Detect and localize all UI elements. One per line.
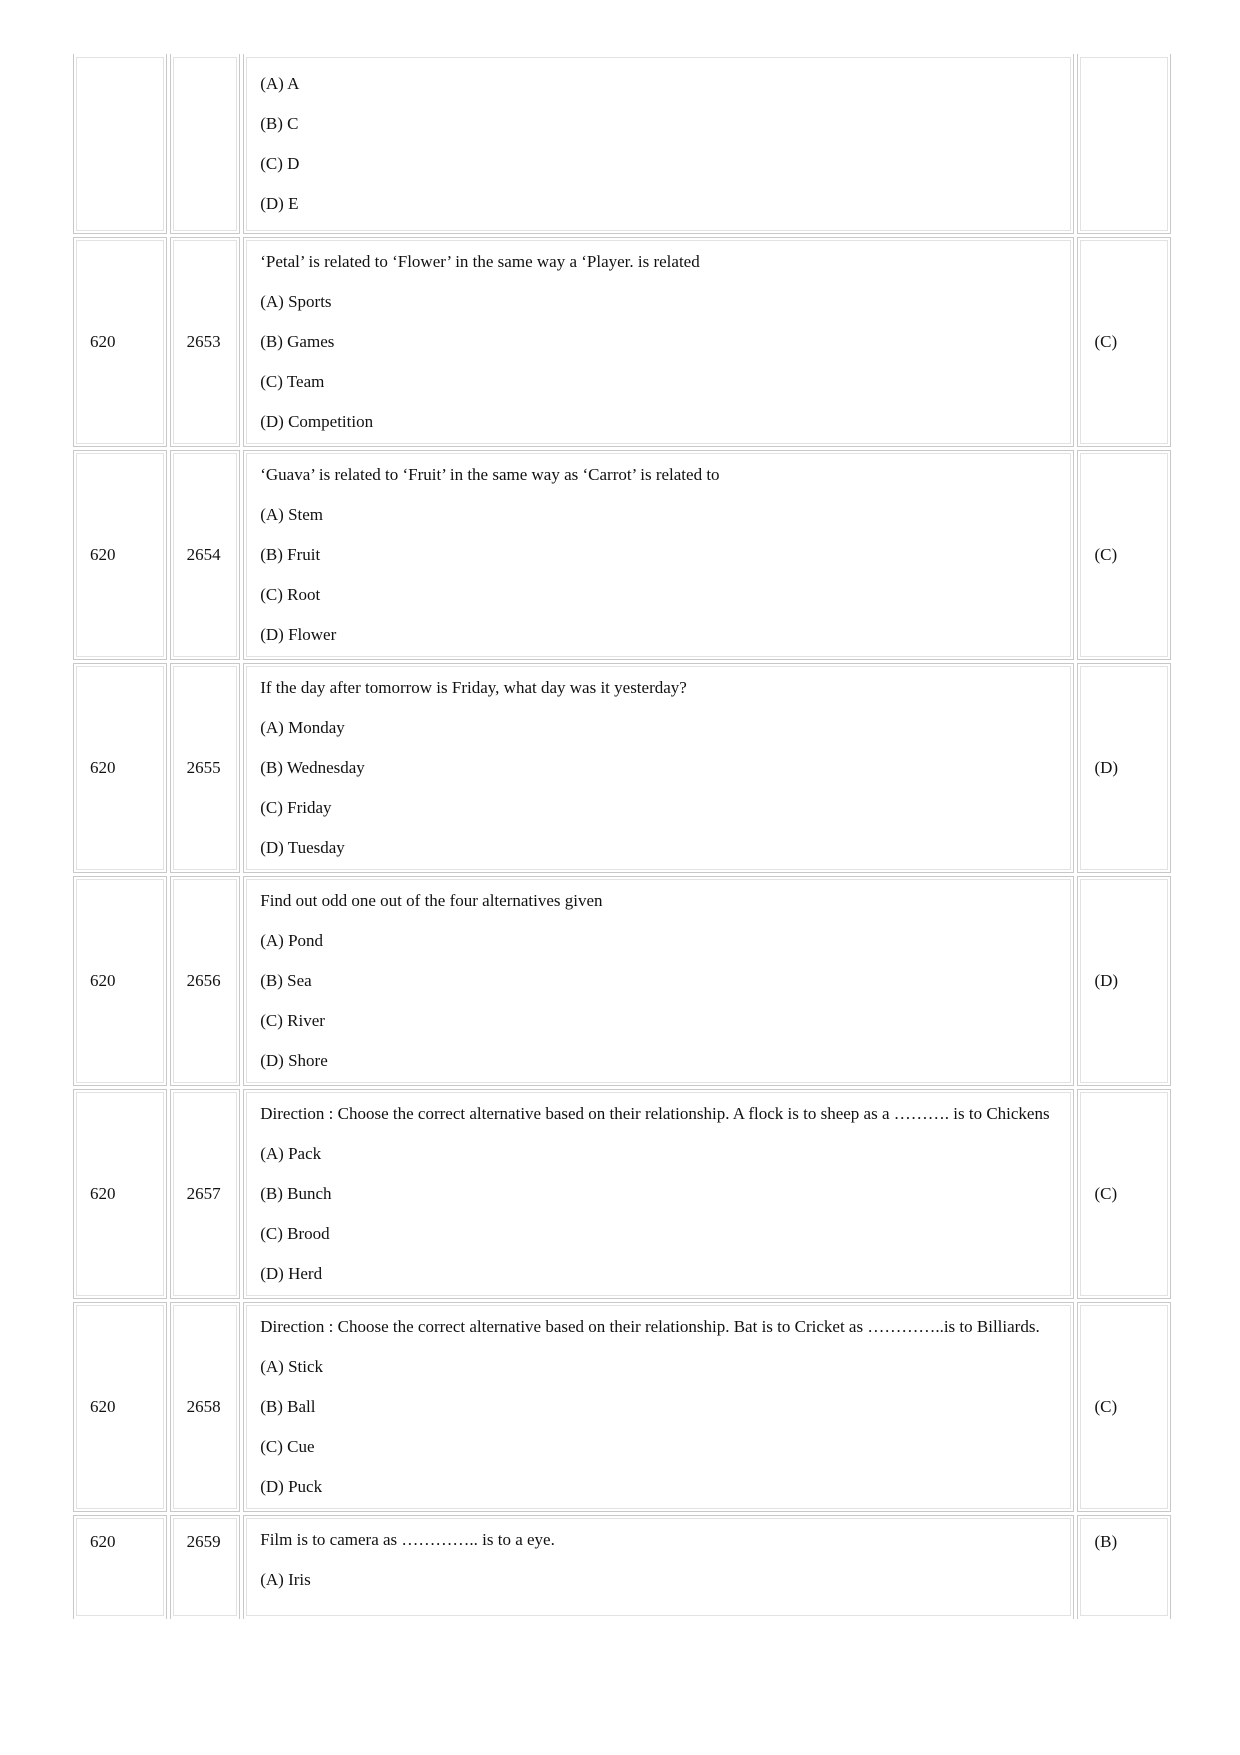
option-b: (B) Fruit (260, 545, 321, 564)
code-value: 620 (90, 1397, 116, 1416)
question-number-cell (170, 237, 241, 447)
code-cell (73, 1089, 167, 1299)
code-cell (73, 237, 167, 447)
question-number: 2659 (186, 1532, 221, 1551)
option-c: (C) Cue (260, 1437, 315, 1456)
question-table (73, 58, 1171, 1622)
question-text: If the day after tomorrow is Friday, what day was it yesterday? (260, 678, 687, 697)
answer-cell (1077, 450, 1171, 660)
table-row (73, 450, 1171, 660)
code-value: 620 (90, 1184, 116, 1203)
question-number-cell (170, 663, 241, 873)
option-a: (A) Iris (260, 1570, 311, 1589)
question-number: 2653 (186, 332, 221, 351)
option-b: (B) C (260, 114, 299, 133)
option-a: (A) Stem (260, 505, 324, 524)
question-cell (243, 876, 1074, 1086)
question-cell (243, 450, 1074, 660)
question-number-cell (170, 450, 241, 660)
answer-value: (D) (1094, 758, 1119, 777)
answer-cell (1077, 1302, 1171, 1512)
answer-value: (C) (1094, 545, 1118, 564)
table-row (73, 1515, 1171, 1619)
question-number-cell (170, 1302, 241, 1512)
option-b: (B) Games (260, 332, 335, 351)
code-value: 620 (90, 1532, 116, 1551)
option-b: (B) Sea (260, 971, 312, 990)
option-c: (C) River (260, 1011, 325, 1030)
table-row (73, 1089, 1171, 1299)
code-cell (73, 1302, 167, 1512)
option-b: (B) Bunch (260, 1184, 332, 1203)
answer-value: (B) (1094, 1532, 1118, 1551)
option-b: (B) Ball (260, 1397, 316, 1416)
answer-cell (1077, 1515, 1171, 1619)
question-cell (243, 1302, 1074, 1512)
option-a: (A) Pack (260, 1144, 322, 1163)
option-c: (C) Friday (260, 798, 332, 817)
option-c: (C) Brood (260, 1224, 330, 1243)
answer-value: (D) (1094, 971, 1119, 990)
answer-cell (1077, 54, 1171, 234)
question-cell (243, 54, 1074, 234)
option-a: (A) Pond (260, 931, 324, 950)
option-b: (B) Wednesday (260, 758, 365, 777)
question-number: 2654 (186, 545, 221, 564)
question-cell (243, 237, 1074, 447)
question-cell (243, 1515, 1074, 1619)
question-number-cell (170, 1515, 241, 1619)
question-text: Film is to camera as ………….. is to a eye. (260, 1530, 555, 1549)
option-a: (A) Stick (260, 1357, 324, 1376)
question-number-cell (170, 54, 241, 234)
option-d: (D) Competition (260, 412, 374, 431)
question-cell (243, 663, 1074, 873)
table-row (73, 1302, 1171, 1512)
option-a: (A) Monday (260, 718, 345, 737)
option-c: (C) D (260, 154, 300, 173)
question-text: ‘Petal’ is related to ‘Flower’ in the same way a ‘Player. is related (260, 252, 700, 271)
option-d: (D) E (260, 194, 299, 213)
code-value: 620 (90, 971, 116, 990)
table-row (73, 237, 1171, 447)
question-cell (243, 1089, 1074, 1299)
option-a: (A) Sports (260, 292, 332, 311)
table-row (73, 663, 1171, 873)
option-a: (A) A (260, 74, 300, 93)
question-text: ‘Guava’ is related to ‘Fruit’ in the same way as ‘Carrot’ is related to (260, 465, 720, 484)
answer-cell (1077, 237, 1171, 447)
code-value: 620 (90, 332, 116, 351)
code-cell (73, 876, 167, 1086)
answer-value: (C) (1094, 1397, 1118, 1416)
question-number-cell (170, 1089, 241, 1299)
option-c: (C) Root (260, 585, 321, 604)
code-cell (73, 450, 167, 660)
option-d: (D) Tuesday (260, 838, 345, 857)
answer-value: (C) (1094, 332, 1118, 351)
answer-value: (C) (1094, 1184, 1118, 1203)
question-text: Find out odd one out of the four alternatives given (260, 891, 603, 910)
code-value: 620 (90, 545, 116, 564)
question-number: 2655 (186, 758, 221, 777)
question-number-cell (170, 876, 241, 1086)
option-d: (D) Puck (260, 1477, 323, 1496)
table-row (73, 54, 1171, 234)
option-d: (D) Herd (260, 1264, 323, 1283)
answer-cell (1077, 663, 1171, 873)
question-text: Direction : Choose the correct alternative based on their relationship. A flock is to sheep as a ………. is to Chickens (260, 1104, 1050, 1123)
answer-cell (1077, 876, 1171, 1086)
table-row (73, 876, 1171, 1086)
option-c: (C) Team (260, 372, 325, 391)
code-cell (73, 663, 167, 873)
question-number: 2656 (186, 971, 221, 990)
option-d: (D) Shore (260, 1051, 328, 1070)
answer-cell (1077, 1089, 1171, 1299)
option-d: (D) Flower (260, 625, 337, 644)
question-number: 2657 (186, 1184, 221, 1203)
question-text: Direction : Choose the correct alternative based on their relationship. Bat is to Cricket as …………..is to Billiards. (260, 1317, 1040, 1336)
code-value: 620 (90, 758, 116, 777)
code-cell (73, 54, 167, 234)
question-number: 2658 (186, 1397, 221, 1416)
code-cell (73, 1515, 167, 1619)
